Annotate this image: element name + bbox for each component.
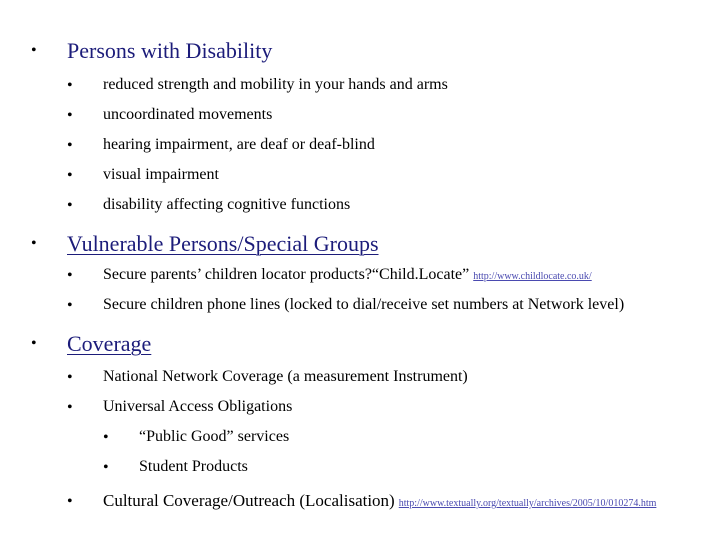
bullet-icon: • <box>103 429 109 446</box>
section-heading-vulnerable: Vulnerable Persons/Special Groups <box>67 231 379 256</box>
sub-list-item: “Public Good” services <box>139 428 290 445</box>
list-item: hearing impairment, are deaf or deaf-blind <box>103 136 375 153</box>
section-heading-disability: Persons with Disability <box>67 38 273 63</box>
list-item <box>103 267 592 283</box>
list-item: uncoordinated movements <box>103 106 273 123</box>
list-item <box>103 492 656 509</box>
list-item: Secure children phone lines (locked to dial/receive set numbers at Network level) <box>103 296 625 313</box>
section-heading-coverage: Coverage <box>67 331 152 356</box>
bullet-icon: • <box>67 267 73 284</box>
bullet-icon: • <box>103 459 109 476</box>
list-item: disability affecting cognitive functions <box>103 196 351 213</box>
list-item: Universal Access Obligations <box>103 398 293 415</box>
bullet-icon: • <box>67 493 73 510</box>
sub-list-item: Student Products <box>139 458 248 475</box>
list-item-text: Secure parents’ children locator products?“Child.Locate” <box>103 266 470 283</box>
childlocate-link[interactable]: http://www.childlocate.co.uk/ <box>473 271 592 282</box>
bullet-icon: • <box>67 77 73 94</box>
list-item-text: Cultural Coverage/Outreach (Localisation) <box>103 491 395 510</box>
bullet-icon: • <box>31 42 37 59</box>
bullet-icon: • <box>67 167 73 184</box>
bullet-icon: • <box>67 197 73 214</box>
bullet-icon: • <box>67 137 73 154</box>
list-item: reduced strength and mobility in your hands and arms <box>103 76 448 93</box>
list-item: National Network Coverage (a measurement Instrument) <box>103 368 468 385</box>
bullet-icon: • <box>31 335 37 352</box>
textually-link[interactable]: http://www.textually.org/textually/archives/2005/10/010274.htm <box>398 498 657 509</box>
bullet-icon: • <box>67 107 73 124</box>
bullet-icon: • <box>67 399 73 416</box>
bullet-icon: • <box>67 369 73 386</box>
bullet-icon: • <box>31 235 37 252</box>
bullet-icon: • <box>67 297 73 314</box>
list-item: visual impairment <box>103 166 219 183</box>
